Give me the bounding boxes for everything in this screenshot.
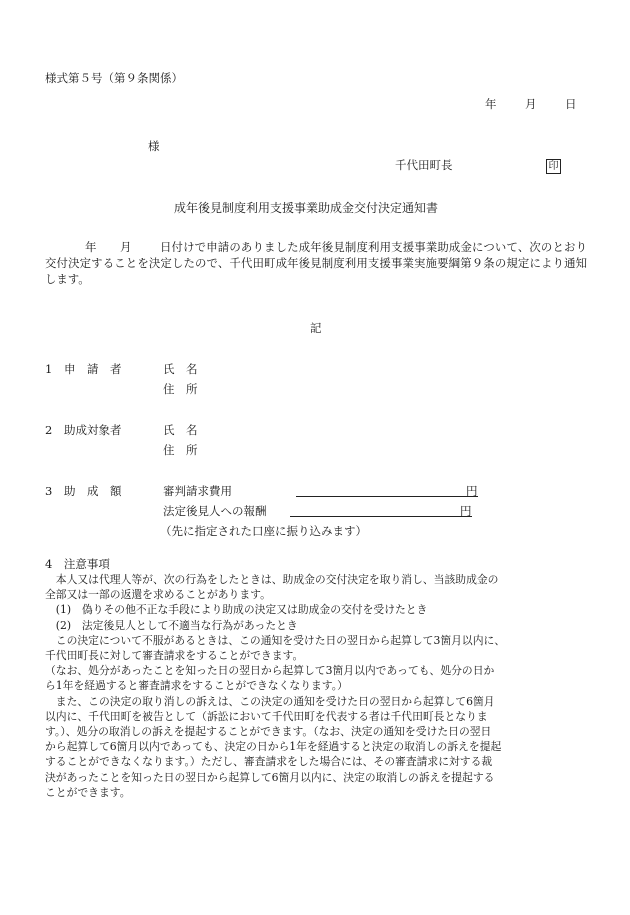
section2-address-label: 住 所 [163,443,198,457]
date-day: 日 [565,97,577,111]
section2-number: 2 [45,423,53,437]
trial-fee-amount-line [296,496,478,497]
section3-number: 3 [45,484,53,498]
section3-label: 助 成 額 [64,484,122,498]
section1-name-label: 氏 名 [163,362,198,376]
issuer-name: 千代田町長 [395,158,453,172]
intro-month: 月 [120,240,132,254]
notes-line: （なお、処分があったことを知った日の翌日から起算して3箇月以内であっても、処分の日か [45,664,495,678]
notes-line: 全部又は一部の返還を求めることがあります。 [45,588,271,602]
form-number: 様式第５号（第９条関係） [45,71,183,85]
payment-note: （先に指定された口座に振り込みます） [160,524,367,538]
notes-line: また、この決定の取り消しの訴えは、この決定の通知を受けた日の翌日から起算して6箇月 [45,694,495,708]
guardian-fee-yen: 円 [460,504,472,518]
notes-line: 決があったことを知った日の翌日から起算して6箇月以内に、決定の取消しの訴えを提起する [45,770,495,784]
notes-block [45,572,588,800]
section4-title: 4 注意事項 [45,557,110,571]
guardian-fee-amount-line [290,516,472,517]
notes-line: (1) 偽りその他不正な手段により助成の決定又は助成金の交付を受けたとき [45,603,428,617]
notes-line: この決定について不服があるときは、この通知を受けた日の翌日から起算して3箇月以内に、 [45,633,506,647]
notes-line: 千代田町長に対して審査請求をすることができます。 [45,649,304,663]
trial-fee-yen: 円 [466,484,478,498]
section3-item-trial-fee: 審判請求費用 [163,484,232,498]
intro-text: 日付けで申請のありました成年後見制度利用支援事業助成金について、次のとおり交付決定することを決定したので、千代田町成年後見制度利用支援事業実施要綱第９条の規定により通知します。 [45,240,587,286]
document-title: 成年後見制度利用支援事業助成金交付決定通知書 [174,201,439,215]
notes-line: 以内に、千代田町を被告として（訴訟において千代田町を代表する者は千代田町長となりま [45,709,488,723]
date-month: 月 [525,97,537,111]
notes-line: ら1年を経過すると審査請求をすることができなくなります。） [45,679,348,693]
intro-year: 年 [85,240,97,254]
notes-line: (2) 法定後見人として不適当な行為があったとき [45,618,298,632]
section1-label: 申 請 者 [64,362,122,376]
section2-name-label: 氏 名 [163,423,198,437]
notes-line: することができなくなります。）ただし、審査請求をした場合には、その審査請求に対する裁 [45,755,493,769]
section2-label: 助成対象者 [64,423,122,437]
seal-mark: 印 [546,159,561,174]
section1-address-label: 住 所 [163,382,198,396]
notes-line: 本人又は代理人等が、次の行為をしたときは、助成金の交付決定を取り消し、当該助成金の [45,573,499,586]
date-year: 年 [485,97,497,111]
addressee-suffix: 様 [148,139,160,153]
notes-line: す。）、処分の取消しの訴えを提起することができます。（なお、決定の通知を受けた日の翌日 [45,725,492,739]
section3-item-guardian-fee: 法定後見人への報酬 [163,504,267,518]
notes-line: から起算して6箇月以内であっても、決定の日から1年を経過すると決定の取消しの訴えを提起 [45,740,502,754]
notes-line: ことができます。 [45,785,131,799]
section1-number: 1 [45,362,53,376]
ki-marker: 記 [310,321,322,335]
